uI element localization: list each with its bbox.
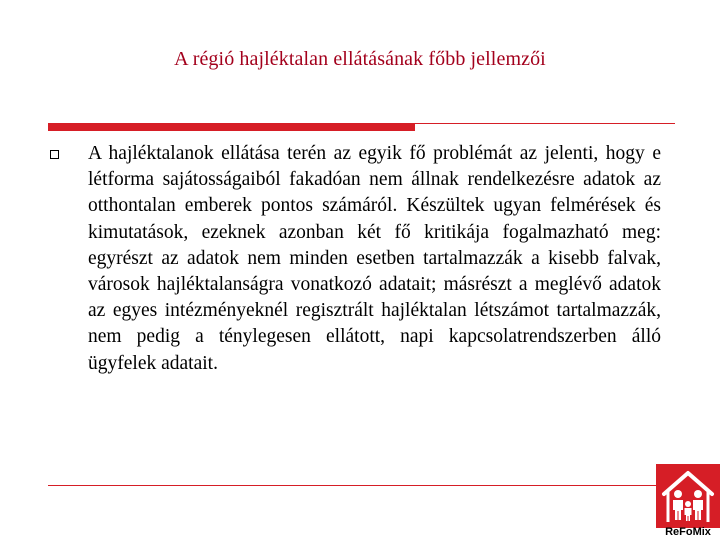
footer-divider xyxy=(48,485,660,486)
body-paragraph: A hajléktalanok ellátása terén az egyik fő problémát az jelenti, hogy e létforma sajátosságaiból fakadóan nem állnak rendelkezésre adatok az otthontalan emberek pontos számáról. Készültek ugyan felmérések és kimutatások, ezeknek azonban két fő kritikája fogalmazható meg: egyrészt az adatok nem minden esetben tartalmazzák a kisebb falvak, városok hajléktalanságra vonatkozó adatait; másrészt a meglévő adatok az egyes intézményeknél regisztrált hajléktalan létszámot tartalmazzák, nem pedig a ténylegesen ellátott, napi kapcsolatrendszerben álló ügyfelek adatait. xyxy=(88,143,661,374)
title-divider-thick xyxy=(48,123,415,131)
house-with-people-icon xyxy=(656,464,720,528)
title-divider-thin xyxy=(415,123,675,124)
logo-text: ReFoMix xyxy=(665,526,711,538)
square-bullet-icon xyxy=(50,150,59,159)
refomix-logo xyxy=(656,464,720,540)
slide-title: A régió hajléktalan ellátásának főbb jellemzői xyxy=(174,48,546,70)
